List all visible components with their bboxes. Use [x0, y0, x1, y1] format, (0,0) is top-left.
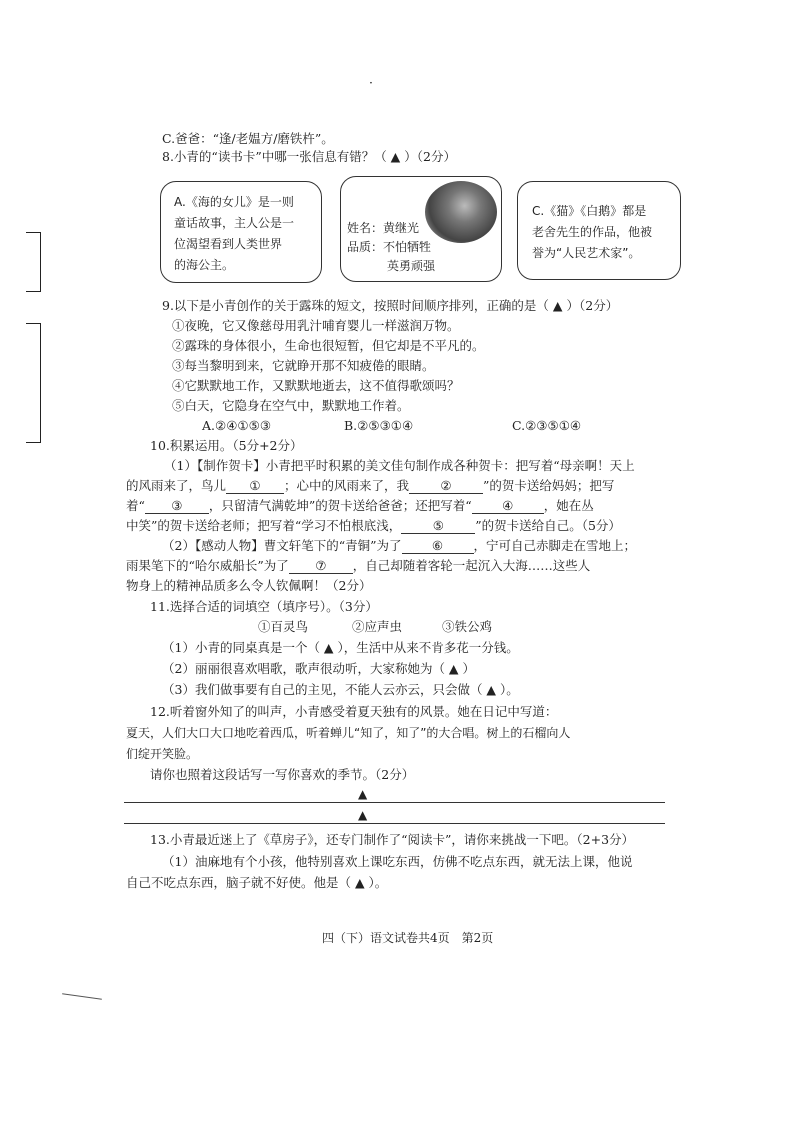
q10-p1-line: 着“ ③ ，只留清气满乾坤”的贺卡送给爸爸；还把写着“ ④ ，她在丛 [126, 498, 594, 513]
card-b [340, 176, 502, 282]
card-c-line: 誉为“人民艺术家”。 [532, 246, 641, 260]
q10-p1-line: 的风雨来了，鸟儿 ① ；心中的风雨来了，我 ② ”的贺卡送给妈妈；把写 [126, 478, 615, 493]
card-a-line: A.《海的女儿》是一则 [174, 195, 294, 209]
q9-option-c: C.②③⑤①④ [512, 418, 582, 433]
blank-3[interactable]: ③ [145, 498, 209, 514]
q10-p1-line: （1）【制作贺卡】小青把平时积累的美文佳句制作成各种贺卡：把写着“母亲啊！天上 [164, 458, 635, 473]
q10-p1-line: 中笑”的贺卡送给老师；把写着“学习不怕根底浅， ⑤ ”的贺卡送给自己。（5分） [126, 518, 621, 533]
q10-p2-line: （2）【感动人物】曹文轩笔下的“青铜”为了 ⑥ ，宁可自己赤脚走在雪地上； [162, 538, 637, 553]
question-9: 9.以下是小青创作的关于露珠的短文，按照时间顺序排列，正确的是（ ▲ ）（2分） [162, 298, 619, 313]
blank-2[interactable]: ② [409, 478, 483, 494]
q9-item: ②露珠的身体很小，生命也很短暂，但它却是不平凡的。 [172, 338, 485, 353]
card-c-line: 老舍先生的作品，他被 [532, 225, 653, 239]
q9-item: ⑤白天，它隐身在空气中，默默地工作着。 [172, 398, 410, 413]
question-10: 10.积累运用。（5分+2分） [150, 438, 303, 453]
question-8: 8.小青的“读书卡”中哪一张信息有错？（ ▲ ）（2分） [162, 149, 456, 164]
choice-3: ③铁公鸡 [442, 619, 493, 634]
left-margin-bracket [26, 232, 41, 292]
portrait-image [425, 181, 497, 243]
answer-marker: ▲ [358, 808, 368, 822]
q12-task: 请你也照着这段话写一写你喜欢的季节。（2分） [150, 767, 415, 782]
stray-mark [62, 993, 102, 1000]
q11-item: （1）小青的同桌真是一个（ ▲ ），生活中从来不肯多花一分钱。 [162, 640, 519, 655]
card-c-line: C.《猫》《白鹅》都是 [532, 204, 647, 218]
question-13: 13.小青最近迷上了《草房子》，还专门制作了“阅读卡”，请你来挑战一下吧。（2+3分） [150, 832, 635, 847]
card-c [517, 181, 681, 280]
q11-item: （2）丽丽很喜欢唱歌，歌声很动听，大家称她为（ ▲ ） [162, 661, 476, 676]
q9-option-a: A.②④①⑤③ [202, 418, 272, 433]
top-dot: · [369, 75, 373, 90]
page-footer: 四（下）语文试卷共4页 第2页 [322, 931, 494, 945]
q10-p2-line: 物身上的精神品质多么令人钦佩啊！（2分） [126, 578, 372, 593]
card-b-line: 品质：不怕牺牲 [347, 240, 432, 254]
card-a-line: 的海公主。 [174, 258, 235, 272]
card-a [160, 181, 322, 283]
question-12: 12.听着窗外知了的叫声，小青感受着夏天独有的风景。她在日记中写道： [150, 704, 558, 719]
card-b-line: 英勇顽强 [387, 259, 436, 273]
q9-item: ①夜晚，它又像慈母用乳汁哺育婴儿一样滋润万物。 [172, 318, 460, 333]
q11-item: （3）我们做事要有自己的主见，不能人云亦云，只会做（ ▲ ）。 [162, 682, 519, 697]
q9-option-b: B.②⑤③①④ [344, 418, 414, 433]
q9-item: ④它默默地工作，又默默地逝去，这不值得歌颂吗？ [172, 378, 460, 393]
option-c-line: C.爸爸：“逢/老媪方/磨铁杵”。 [162, 131, 334, 146]
q13-line: （1）油麻地有个小孩，他特别喜欢上课吃东西，仿佛不吃点东西，就无法上课，他说 [162, 854, 633, 869]
q10-p2-line: 雨果笔下的“哈尔威船长”为了 ⑦ ，自己却随着客轮一起沉入大海……这些人 [126, 558, 591, 573]
blank-7[interactable]: ⑦ [289, 558, 353, 574]
answer-line[interactable] [124, 802, 665, 803]
blank-4[interactable]: ④ [472, 498, 544, 514]
diary-line: 夏天，人们大口大口地吃着西瓜，听着蝉儿“知了，知了”的大合唱。树上的石榴向人 [126, 726, 571, 740]
left-margin-bracket [26, 323, 41, 443]
choice-1: ①百灵鸟 [258, 619, 309, 634]
question-11: 11.选择合适的词填空（填序号）。（3分） [150, 599, 378, 614]
answer-marker: ▲ [358, 787, 368, 801]
q13-line: 自己不吃点东西，脑子就不好使。他是（ ▲ ）。 [126, 875, 388, 890]
q9-item: ③每当黎明到来，它就睁开那不知疲倦的眼睛。 [172, 358, 435, 373]
card-b-line: 姓名：黄继光 [347, 221, 420, 235]
card-a-line: 位渴望看到人类世界 [174, 237, 283, 251]
card-a-line: 童话故事，主人公是一 [174, 216, 295, 230]
blank-5[interactable]: ⑤ [401, 518, 475, 534]
answer-line[interactable] [124, 823, 665, 824]
blank-6[interactable]: ⑥ [402, 538, 474, 554]
choice-2: ②应声虫 [352, 619, 403, 634]
blank-1[interactable]: ① [226, 478, 284, 494]
diary-line: 们绽开笑脸。 [126, 747, 199, 761]
